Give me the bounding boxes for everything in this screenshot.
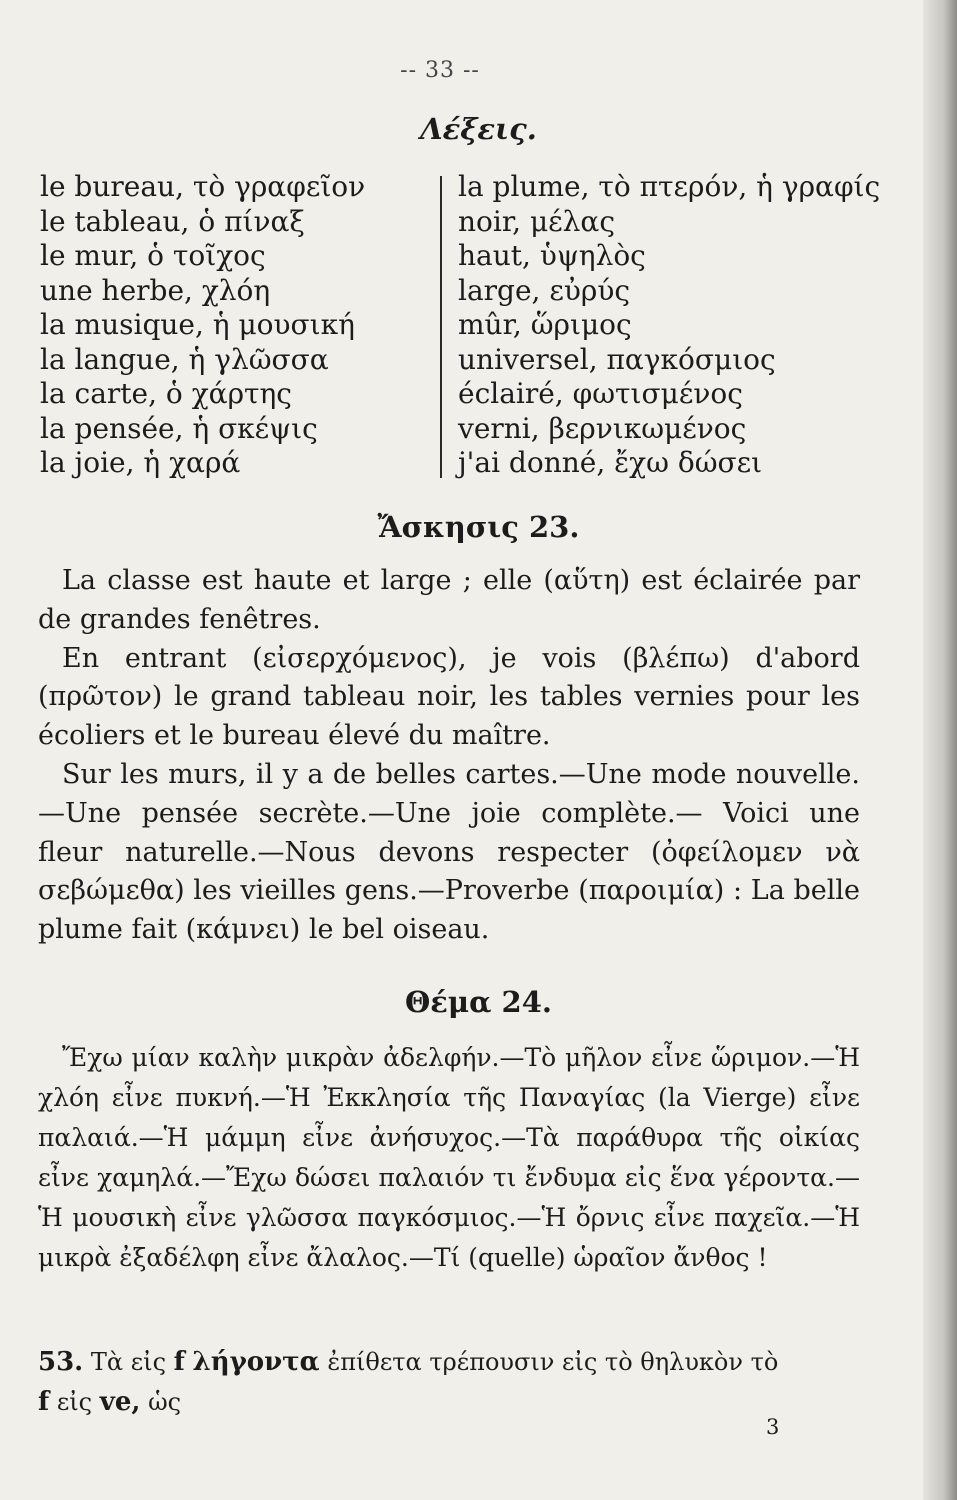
vocab-entry: large, εὐρύς [458, 273, 631, 307]
signature-mark: 3 [766, 1415, 780, 1439]
page-edge-shadow [923, 0, 957, 1500]
rule-ending: ve, [99, 1387, 141, 1417]
exercise-text [38, 562, 860, 950]
vocab-entry: éclairé, φωτισμένος [458, 377, 743, 410]
rule-text: ὡς [148, 1388, 182, 1416]
vocab-entry: noir, μέλας [458, 204, 615, 238]
vocabulary-list [40, 170, 900, 486]
vocab-entry: le bureau, τὸ γραφεῖον [40, 170, 366, 203]
vocab-entry: verni, βερνικωμένος [458, 411, 747, 445]
vocab-entry: la joie, ἡ χαρά [40, 446, 241, 479]
vocab-entry: le mur, ὁ τοῖχος [40, 239, 266, 272]
vocab-entry: une herbe, χλόη [40, 273, 271, 307]
theme-heading: Θέμα 24. [405, 985, 552, 1019]
vocab-entry: haut, ὑψηλὸς [458, 239, 646, 272]
vocabulary-right-column [458, 170, 898, 481]
vocab-entry: la pensée, ἡ σκέψις [40, 411, 318, 445]
exercise-heading: Ἄσκησις 23. [377, 510, 580, 544]
exercise-paragraph: Sur les murs, il y a de belles cartes.—Une mode nouvelle.—Une pensée secrète.—Une joie complète.— Voici une fleur naturelle.—Nous devons respecter (ὀφείλομεν νὰ σεβώμεθα) les vieilles gens.—Proverbe (παροιμία) : La belle plume fait (κάμνει) le bel oiseau. [38, 758, 860, 946]
vocab-entry: j'ai donné, ἔχω δώσει [458, 446, 763, 479]
exercise-paragraph: La classe est haute et large ; elle (αὕτη) est éclairée par de grandes fenêtres. [38, 565, 860, 635]
rule-text: εἰς [56, 1388, 93, 1416]
lexeis-heading: Λέξεις. [420, 112, 537, 146]
vocabulary-left-column [40, 170, 430, 481]
column-divider [440, 176, 442, 478]
rule-letter: f [173, 1347, 185, 1377]
vocab-entry: la langue, ἡ γλῶσσα [40, 342, 329, 376]
vocab-entry: mûr, ὥριμος [458, 308, 632, 341]
theme-paragraph: Ἔχω μίαν καλὴν μικρὰν ἀδελφήν.—Τὸ μῆλον εἶνε ὥριμον.—Ἡ χλόη εἶνε πυκνή.—Ἡ Ἐκκλησία τῆς Παναγίας (la Vierge) εἶνε παλαιά.—Ἡ μάμμη εἶνε ἀνήσυχος.—Τὰ παράθυρα τῆς οἰκίας εἶνε χαμηλά.—Ἔχω δώσει παλαιόν τι ἔνδυμα εἰς ἕνα γέροντα.—Ἡ μουσικὴ εἶνε γλῶσσα παγκόσμιος.—Ἡ ὄρνις εἶνε παχεῖα.—Ἡ μικρὰ ἐξαδέλφη εἶνε ἄλαλος.—Τί (quelle) ὡραῖον ἄνθος ! [38, 1043, 860, 1272]
rule-keyword: λήγοντα [192, 1347, 320, 1377]
page-number: -- 33 -- [400, 58, 480, 83]
rule-number: 53. [38, 1347, 84, 1377]
vocab-entry: la musique, ἡ μουσική [40, 308, 355, 341]
exercise-paragraph: En entrant (εἰσερχόμενος), je vois (βλέπω) d'abord (πρῶτον) le grand tableau noir, les tables vernies pour les écoliers et le bureau élevé du maître. [38, 642, 860, 752]
vocab-entry: la plume, τὸ πτερόν, ἡ γραφίς [458, 170, 881, 203]
rule-text: ἐπίθετα τρέπουσιν εἰς τὸ θηλυκὸν τὸ [327, 1348, 779, 1376]
vocab-entry: la carte, ὁ χάρτης [40, 377, 292, 410]
rule-53 [38, 1342, 860, 1422]
rule-letter: f [38, 1387, 50, 1417]
vocab-entry: universel, παγκόσμιος [458, 342, 776, 376]
theme-text [38, 1038, 860, 1278]
rule-text: Τὰ εἰς [90, 1348, 167, 1376]
vocab-entry: le tableau, ὁ πίναξ [40, 204, 305, 238]
